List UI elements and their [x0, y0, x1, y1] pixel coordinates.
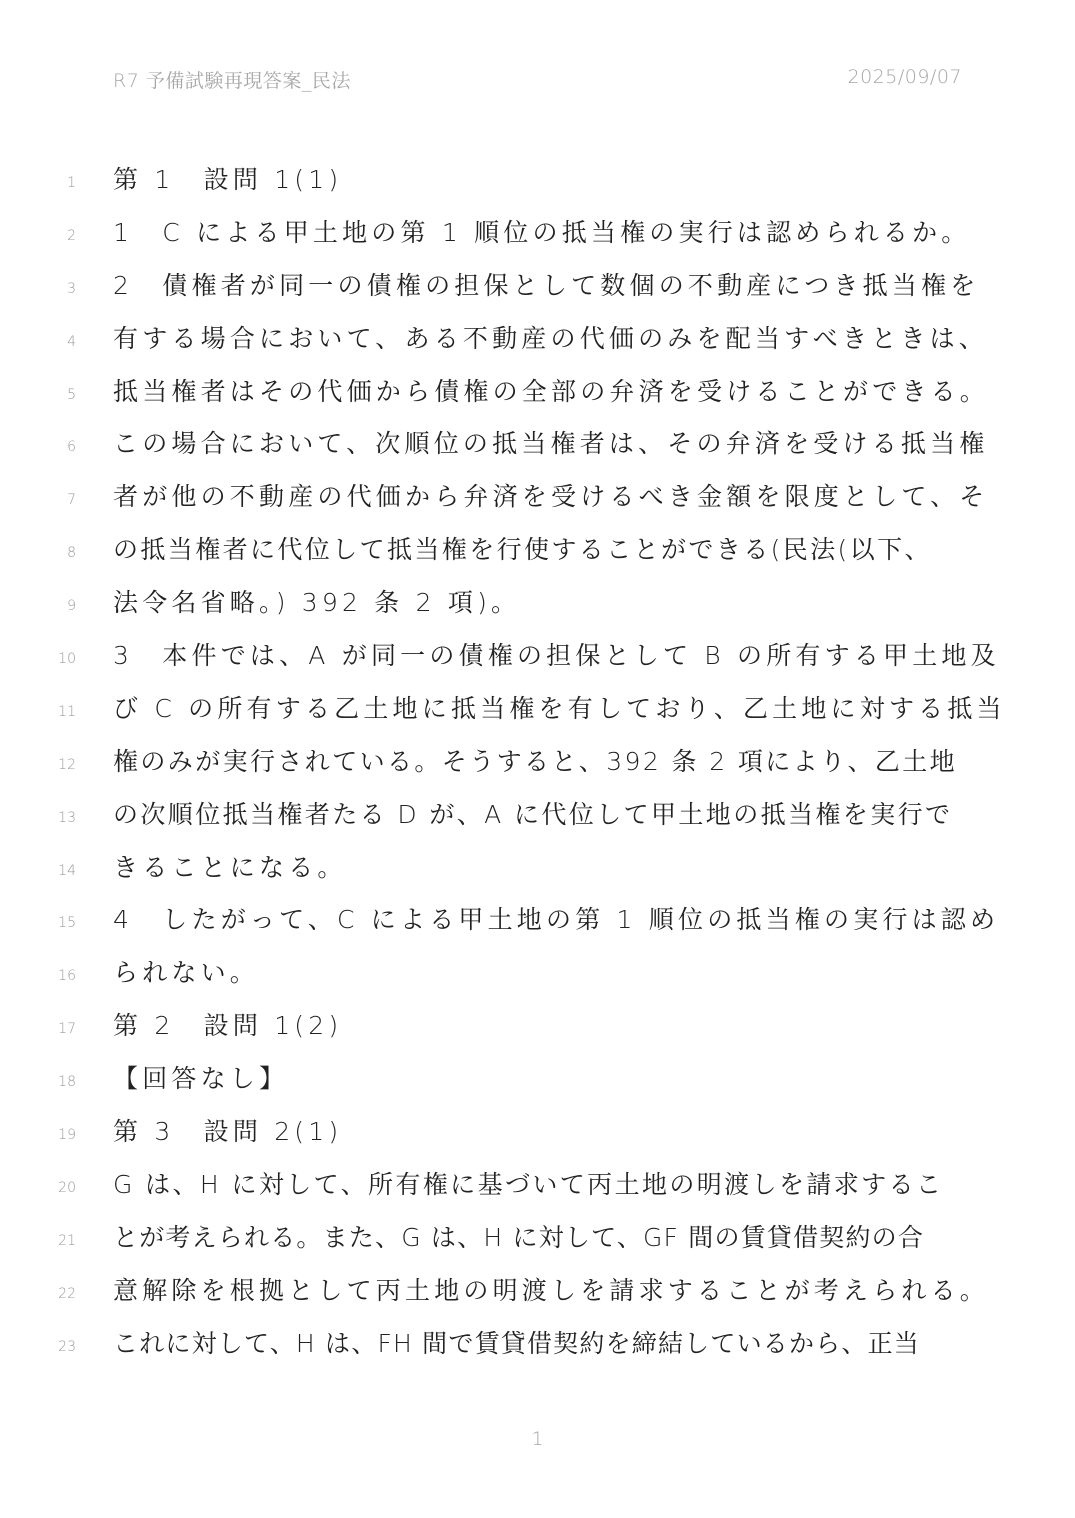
line-text: 第 2 設問 1(2) [113, 1011, 343, 1041]
text-line [0, 1215, 1075, 1268]
line-text: び C の所有する乙土地に抵当権を有しており、乙土地に対する抵当 [113, 693, 1006, 723]
text-line [0, 950, 1075, 1003]
line-text: 【回答なし】 [113, 1064, 289, 1094]
line-text: 3 本件では、A が同一の債権の担保として B の所有する甲土地及 [113, 641, 1000, 671]
line-text: 抵当権者はその代価から債権の全部の弁済を受けることができる。 [113, 376, 990, 406]
text-line [0, 580, 1075, 633]
line-number: 9 [67, 598, 76, 615]
line-text: 者が他の不動産の代価から弁済を受けるべき金額を限度として、そ [113, 482, 989, 512]
text-line [0, 1003, 1075, 1056]
line-number: 6 [67, 439, 76, 456]
line-text: これに対して、H は、FH 間で賃貸借契約を締結しているから、正当 [113, 1328, 920, 1358]
page-header [113, 66, 962, 96]
text-line [0, 1162, 1075, 1215]
page-number: 1 [531, 1428, 544, 1450]
text-line [0, 1109, 1075, 1162]
text-line [0, 210, 1075, 263]
line-number: 11 [58, 703, 76, 720]
text-line [0, 633, 1075, 686]
line-text: 有する場合において、ある不動産の代価のみを配当すべきときは、 [113, 323, 989, 353]
line-text: 1 C による甲土地の第 1 順位の抵当権の実行は認められるか。 [113, 217, 971, 247]
line-number: 21 [58, 1232, 76, 1249]
line-number: 13 [58, 809, 76, 826]
line-number: 5 [67, 386, 76, 403]
line-number: 20 [58, 1179, 76, 1196]
document-body [0, 157, 1075, 1373]
text-line [0, 527, 1075, 580]
line-text: 権のみが実行されている。そうすると、392 条 2 項により、乙土地 [113, 746, 958, 776]
line-text: とが考えられる。また、G は、H に対して、GF 間の賃貸借契約の合 [113, 1222, 925, 1252]
line-text: 2 債権者が同一の債権の担保として数個の不動産につき抵当権を [113, 270, 980, 300]
text-line [0, 739, 1075, 792]
line-number: 19 [58, 1127, 76, 1144]
line-text: の抵当権者に代位して抵当権を行使することができる(民法(以下、 [113, 535, 932, 565]
line-text: の次順位抵当権者たる D が、A に代位して甲土地の抵当権を実行で [113, 799, 953, 829]
text-line [0, 686, 1075, 739]
text-line [0, 792, 1075, 845]
text-line [0, 845, 1075, 898]
line-text: 法令名省略。) 392 条 2 項)。 [113, 588, 521, 618]
text-line [0, 421, 1075, 474]
line-number: 22 [58, 1285, 76, 1302]
line-text: G は、H に対して、所有権に基づいて丙土地の明渡しを請求するこ [113, 1169, 944, 1199]
line-text: 第 1 設問 1(1) [113, 165, 343, 194]
line-text: 4 したがって、C による甲土地の第 1 順位の抵当権の実行は認め [113, 905, 1000, 935]
line-number: 3 [67, 280, 76, 297]
text-line [0, 157, 1075, 210]
line-number: 4 [67, 333, 76, 350]
text-line [0, 1268, 1075, 1321]
line-number: 15 [58, 915, 76, 932]
text-line [0, 369, 1075, 422]
line-number: 18 [58, 1074, 76, 1091]
document-title: R7 予備試験再現答案_民法 [113, 70, 351, 92]
line-text: 第 3 設問 2(1) [113, 1117, 343, 1147]
text-line [0, 263, 1075, 316]
document-date: 2025/09/07 [847, 66, 962, 88]
line-number: 1 [67, 175, 76, 191]
line-number: 10 [58, 651, 76, 668]
line-number: 12 [58, 756, 76, 773]
text-line [0, 1056, 1075, 1109]
text-line [0, 1321, 1075, 1374]
line-text: きることになる。 [113, 852, 347, 882]
text-line [0, 316, 1075, 369]
line-text: 意解除を根拠として丙土地の明渡しを請求することが考えられる。 [113, 1275, 990, 1305]
line-number: 8 [67, 545, 76, 562]
line-text: この場合において、次順位の抵当権者は、その弁済を受ける抵当権 [113, 429, 989, 459]
line-number: 7 [67, 492, 76, 509]
line-number: 17 [58, 1021, 76, 1038]
line-number: 23 [58, 1338, 76, 1355]
line-number: 16 [58, 968, 76, 985]
line-number: 2 [67, 227, 76, 244]
line-number: 14 [58, 862, 76, 879]
line-text: られない。 [113, 958, 260, 988]
text-line [0, 897, 1075, 950]
text-line [0, 474, 1075, 527]
